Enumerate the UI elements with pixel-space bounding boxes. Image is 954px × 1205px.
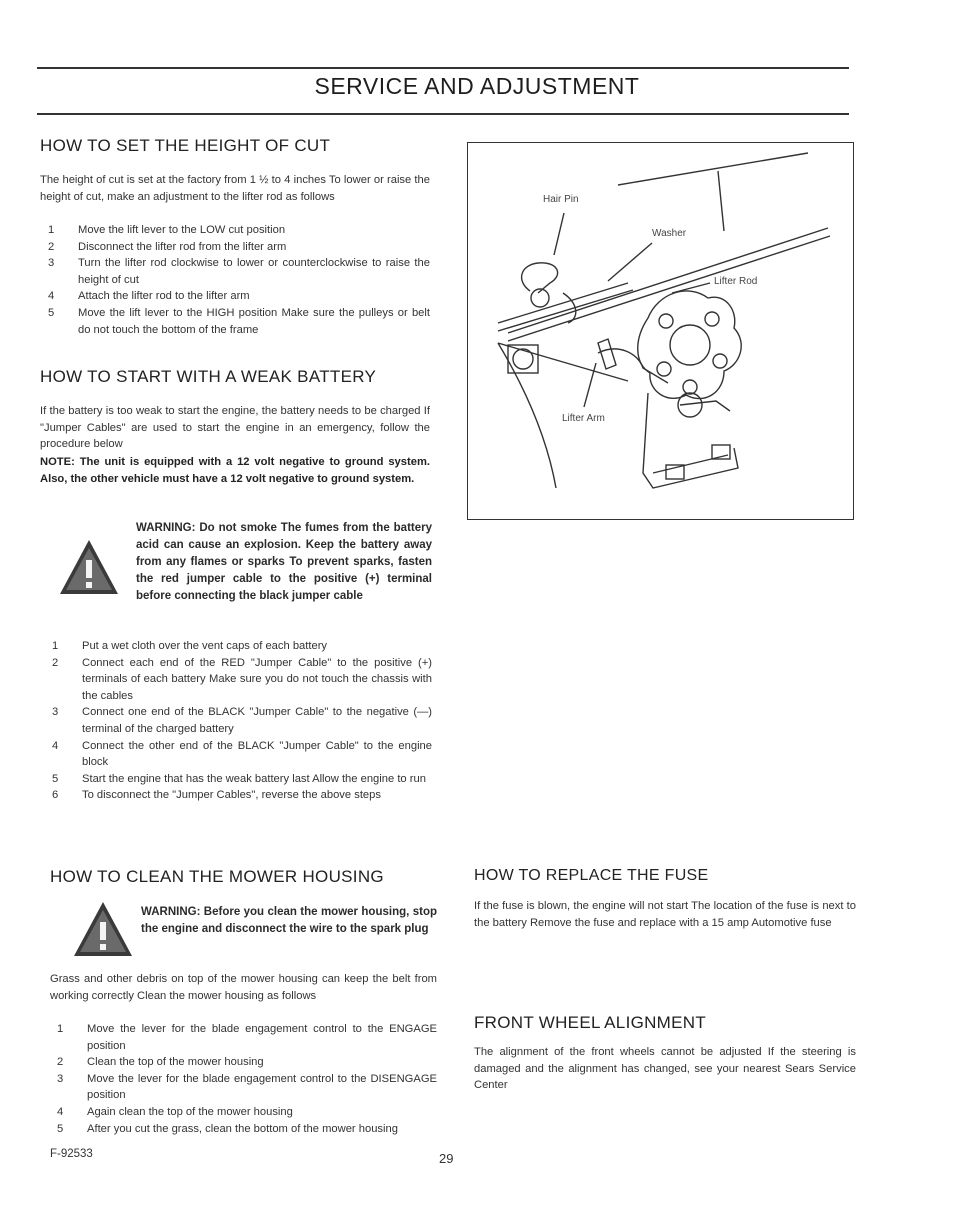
page-number: 29: [439, 1151, 454, 1166]
list-item: 2 Disconnect the lifter rod from the lifter arm: [48, 240, 287, 253]
fuse-heading: HOW TO REPLACE THE FUSE: [474, 867, 709, 884]
battery-warning: WARNING: Do not smoke The fumes from the battery acid can cause an explosion. Keep the battery away from any flames or sparks To prevent sparks, fasten the red jumper cable to the positive (+) terminal before connecting the black jumper cable: [136, 522, 432, 602]
list-item: 3 Connect one end of the BLACK "Jumper Cable" to the negative (—) terminal of the charged battery: [52, 706, 432, 735]
list-item: 3 Turn the lifter rod clockwise to lower or counterclockwise to raise the height of cut: [48, 257, 430, 286]
list-item: 2 Clean the top of the mower housing: [57, 1056, 264, 1069]
list-item: 4 Connect the other end of the BLACK "Jumper Cable" to the engine block: [52, 739, 432, 769]
mower-housing-intro: Grass and other debris on top of the mower housing can keep the belt from working correctly Clean the mower housing as follows: [50, 973, 437, 1002]
top-rule: [37, 67, 849, 69]
weak-battery-intro: If the battery is too weak to start the engine, the battery needs to be charged If "Jumper Cables" are used to start the engine in an emergency, follow the procedure below: [40, 405, 430, 451]
wheel-alignment-text: The alignment of the front wheels cannot be adjusted If the steering is damaged and the alignment has changed, see your nearest Sears Service Center: [474, 1046, 856, 1092]
mower-housing-steps: [57, 1021, 437, 1137]
list-item: 1 Move the lift lever to the LOW cut position: [48, 224, 286, 236]
list-item: 4 Again clean the top of the mower housing: [57, 1105, 293, 1118]
warning-triangle-icon: [72, 900, 134, 958]
list-item: 4 Attach the lifter rod to the lifter arm: [48, 290, 250, 303]
document-code: F-92533: [50, 1148, 93, 1160]
list-item: 5 Start the engine that has the weak battery last Allow the engine to run: [52, 772, 426, 785]
label-washer: Washer: [652, 228, 687, 239]
warning-triangle-icon: [58, 538, 120, 596]
list-item: 1 Move the lever for the blade engagement control to the ENGAGE position: [57, 1023, 437, 1052]
weak-battery-steps: [52, 638, 432, 804]
mower-housing-heading: HOW TO CLEAN THE MOWER HOUSING: [50, 867, 384, 886]
list-item: 1 Put a wet cloth over the vent caps of each battery: [52, 640, 328, 652]
height-of-cut-intro: The height of cut is set at the factory from 1 ½ to 4 inches To lower or raise the height of cut, make an adjustment to the lifter rod as follows: [40, 174, 430, 203]
title-underline: [37, 113, 849, 115]
weak-battery-note: NOTE: The unit is equipped with a 12 volt negative to ground system. Also, the other vehicle must have a 12 volt negative to ground system.: [40, 456, 430, 485]
wheel-alignment-heading: FRONT WHEEL ALIGNMENT: [474, 1013, 707, 1032]
list-item: 3 Move the lever for the blade engagement control to the DISENGAGE position: [57, 1072, 437, 1102]
height-of-cut-steps: [48, 222, 430, 338]
list-item: 6 To disconnect the "Jumper Cables", reverse the above steps: [52, 789, 381, 802]
fuse-text: If the fuse is blown, the engine will not start The location of the fuse is next to the battery Remove the fuse and replace with a 15 amp Automotive fuse: [474, 900, 856, 929]
list-item: 5 After you cut the grass, clean the bottom of the mower housing: [57, 1122, 398, 1135]
weak-battery-heading: HOW TO START WITH A WEAK BATTERY: [40, 367, 377, 386]
list-item: 5 Move the lift lever to the HIGH position Make sure the pulleys or belt do not touch the bottom of the frame: [48, 306, 430, 336]
mower-housing-warning: WARNING: Before you clean the mower housing, stop the engine and disconnect the wire to the spark plug: [141, 906, 437, 935]
label-lifter-arm: Lifter Arm: [562, 413, 605, 424]
lifter-rod-drawing: [468, 143, 853, 519]
lifter-rod-diagram: [467, 142, 854, 520]
height-of-cut-heading: HOW TO SET THE HEIGHT OF CUT: [40, 136, 331, 155]
list-item: 2 Connect each end of the RED "Jumper Cable" to the positive (+) terminals of each battery Make sure you do not touch the chassis with the cables: [52, 656, 432, 702]
page-title: SERVICE AND ADJUSTMENT: [314, 73, 640, 99]
label-lifter-rod: Lifter Rod: [714, 276, 758, 287]
label-hair-pin: Hair Pin: [543, 194, 579, 205]
